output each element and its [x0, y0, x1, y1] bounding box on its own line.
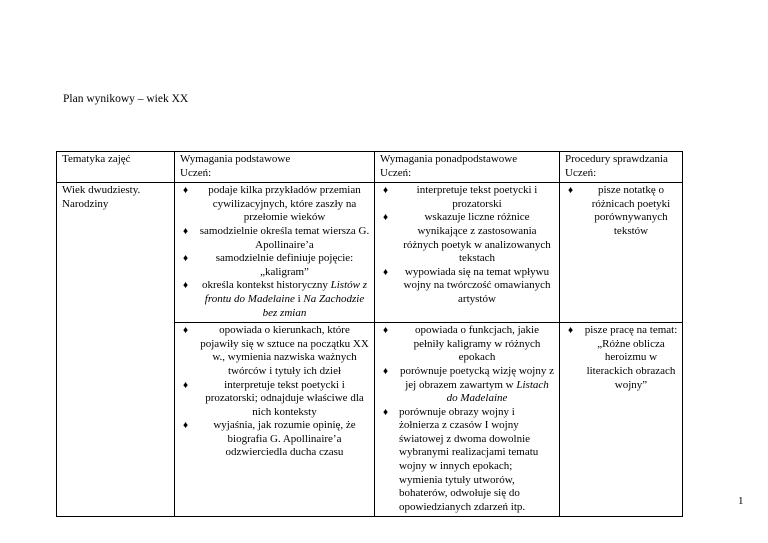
- diamond-bullet-icon: ♦: [183, 280, 189, 292]
- diamond-bullet-icon: ♦: [568, 325, 574, 337]
- diamond-bullet-icon: ♦: [383, 406, 389, 418]
- header-advanced-sub: Uczeń:: [380, 166, 412, 179]
- topic-line: Wiek dwudziesty.: [62, 184, 141, 197]
- diamond-bullet-icon: ♦: [183, 379, 189, 391]
- list-item: ♦ samodzielnie określa temat wiersza G. Apollinaire’a: [183, 224, 370, 251]
- plan-table: [56, 151, 683, 517]
- table-header-row: [57, 152, 683, 183]
- header-topic-label: Tematyka zajęć: [62, 153, 131, 165]
- cell-basic-a: [175, 183, 375, 323]
- header-basic-label: Wymagania podstawowe: [180, 153, 291, 165]
- cell-advanced-b: [375, 323, 560, 517]
- header-procedures: [560, 152, 683, 183]
- diamond-bullet-icon: ♦: [383, 212, 389, 224]
- cell-procedures-a: [560, 183, 683, 323]
- list-item: ♦ samodzielnie definiuje pojęcie: „kaligram”: [183, 252, 354, 278]
- diamond-bullet-icon: ♦: [183, 185, 189, 197]
- diamond-bullet-icon: ♦: [183, 253, 189, 265]
- list-item: ♦ określa kontekst historyczny Listów z frontu do Madelaine i Na Zachodzie bez zmian: [183, 279, 367, 319]
- list-item: ♦ podaje kilka przykładów przemian cywilizacyjnych, które zaszły na przełomie wieków: [183, 184, 361, 224]
- list-item: ♦ opowiada o funkcjach, jakie pełniły kaligramy w różnych epokach: [383, 324, 541, 364]
- header-advanced-label: Wymagania ponadpodstawowe: [380, 153, 518, 165]
- header-procedures-label: Procedury sprawdzania: [565, 153, 668, 165]
- list-item: ♦ pisze pracę na temat: „Różne oblicza heroizmu w literackich obrazach wojny”: [568, 324, 678, 391]
- table-row: [57, 183, 683, 323]
- page-number: 1: [738, 495, 744, 507]
- cell-basic-b: [175, 323, 375, 517]
- list-item: ♦ interpretuje tekst poetycki i prozatorski: [383, 184, 538, 210]
- cell-advanced-a: [375, 183, 560, 323]
- diamond-bullet-icon: ♦: [383, 365, 389, 377]
- list-item: ♦ pisze notatkę o różnicach poetyki porównywanych tekstów: [568, 184, 671, 237]
- list-item: ♦ porównuje poetycką wizję wojny z jej obrazem zawartym w Listach do Madelaine: [383, 364, 554, 405]
- diamond-bullet-icon: ♦: [568, 185, 574, 197]
- header-basic: [175, 152, 375, 183]
- diamond-bullet-icon: ♦: [183, 225, 189, 237]
- header-basic-sub: Uczeń:: [180, 166, 212, 179]
- diamond-bullet-icon: ♦: [383, 266, 389, 278]
- header-advanced: [375, 152, 560, 183]
- list-item: ♦ interpretuje tekst poetycki i prozatorski; odnajduje właściwe dla nich konteksty: [183, 378, 364, 418]
- cell-procedures-b: [560, 323, 683, 517]
- header-topic: [57, 152, 175, 183]
- diamond-bullet-icon: ♦: [383, 325, 389, 337]
- cell-topic: [57, 183, 175, 517]
- list-item: ♦ wypowiada się na temat wpływu wojny na twórczość omawianych artystów: [383, 265, 551, 305]
- topic-line: Narodziny: [62, 197, 109, 210]
- header-procedures-sub: Uczeń:: [565, 166, 597, 179]
- list-item: ♦ porównuje obrazy wojny i żołnierza z czasów I wojny światowej z dwoma dowolnie wybranymi realizacjami tematu wojny w innych epokach; wymienia tytuły utworów, bohaterów, odwołuje się do opowiedzianych zdarzeń itp.: [383, 405, 539, 513]
- page-title: Plan wynikowy – wiek XX: [63, 93, 189, 105]
- diamond-bullet-icon: ♦: [383, 185, 389, 197]
- diamond-bullet-icon: ♦: [183, 325, 189, 337]
- diamond-bullet-icon: ♦: [183, 420, 189, 432]
- list-item: ♦ wyjaśnia, jak rozumie opinię, że biografia G. Apollinaire’a odzwierciedla ducha czasu: [183, 419, 356, 459]
- list-item: ♦ opowiada o kierunkach, które pojawiły się w sztuce na początku XX w., wymienia nazwiska ważnych twórców i tytuły ich dzieł: [183, 324, 369, 377]
- list-item: ♦ wskazuje liczne różnice wynikające z zastosowania różnych poetyk w analizowanych tekstach: [383, 211, 551, 265]
